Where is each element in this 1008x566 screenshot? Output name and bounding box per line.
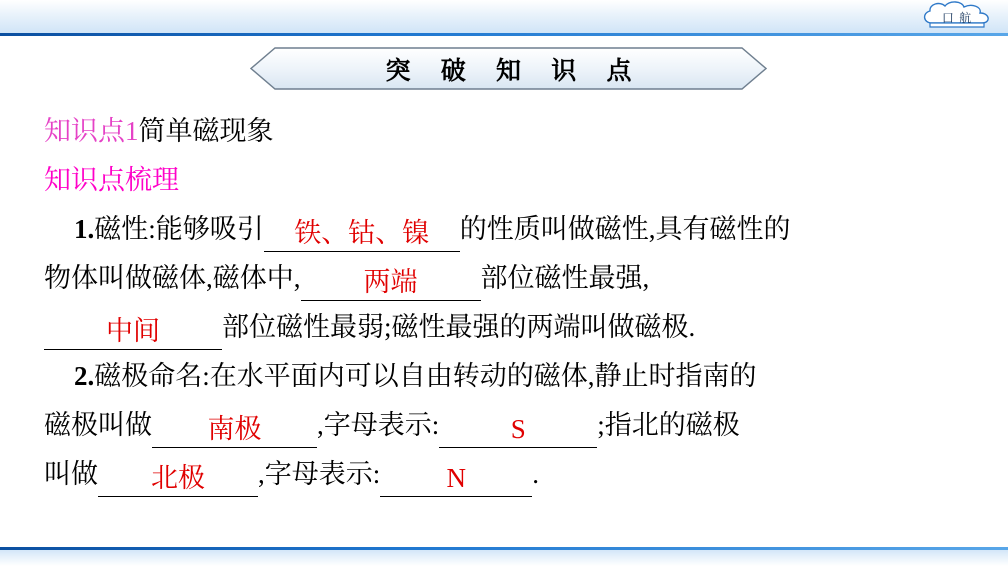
header-gradient-band <box>0 0 1008 34</box>
kp-subheading-text: 知识点梳理 <box>44 165 179 195</box>
kp-heading-prefix: 知识点 <box>44 116 125 146</box>
item-1-line-3 <box>44 303 974 352</box>
item-1-line-2 <box>44 254 974 303</box>
knowledge-point-subheading <box>44 156 974 205</box>
answer-blank-iron-cobalt-nickel[interactable]: 铁、钴、镍 <box>264 215 460 252</box>
item-1-text-c: 物体叫做磁体,磁体中, <box>44 263 301 293</box>
cloud-nav-label: 口 航 <box>941 10 973 25</box>
knowledge-point-heading <box>44 107 974 156</box>
answer-blank-middle[interactable]: 中间 <box>44 313 222 350</box>
item-2-text-g: . <box>532 459 540 489</box>
item-2-text-b: 磁极叫做 <box>44 410 152 440</box>
answer-blank-two-ends[interactable]: 两端 <box>301 264 481 301</box>
cloud-nav-button[interactable] <box>920 1 994 31</box>
answer-blank-letter-s[interactable]: S <box>439 411 597 448</box>
kp-heading-number: 1 <box>125 116 139 146</box>
item-2-index: 2. <box>74 361 95 391</box>
item-2-text-a: 磁极命名:在水平面内可以自由转动的磁体,静止时指南的 <box>94 361 757 391</box>
answer-blank-letter-n[interactable]: N <box>380 460 532 497</box>
banner-title: 突 破 知 识 点 <box>385 57 644 85</box>
item-1-text-b: 的性质叫做磁性,具有磁性的 <box>459 214 791 244</box>
section-banner <box>250 47 767 90</box>
slide-body <box>44 107 974 499</box>
kp-heading-text: 简单磁现象 <box>138 116 274 146</box>
item-2-line-2 <box>44 401 974 450</box>
item-2-line-1 <box>44 352 974 401</box>
header-divider-rule <box>0 33 1008 36</box>
item-1-text-e: 部位磁性最弱;磁性最强的两端叫做磁极. <box>222 312 696 342</box>
item-1-line-1 <box>44 205 974 254</box>
item-2-text-d: ;指北的磁极 <box>597 410 740 440</box>
item-1-index: 1. <box>74 214 95 244</box>
answer-blank-south-pole[interactable]: 南极 <box>152 411 317 448</box>
item-2-text-f: ,字母表示: <box>258 459 381 489</box>
item-2-text-c: ,字母表示: <box>317 410 440 440</box>
item-1-text-d: 部位磁性最强, <box>480 263 650 293</box>
footer-gradient-band <box>0 550 1008 566</box>
item-2-line-3 <box>44 450 974 499</box>
answer-blank-north-pole[interactable]: 北极 <box>98 460 258 497</box>
item-1-text-a: 磁性:能够吸引 <box>94 214 264 244</box>
item-2-text-e: 叫做 <box>44 459 98 489</box>
